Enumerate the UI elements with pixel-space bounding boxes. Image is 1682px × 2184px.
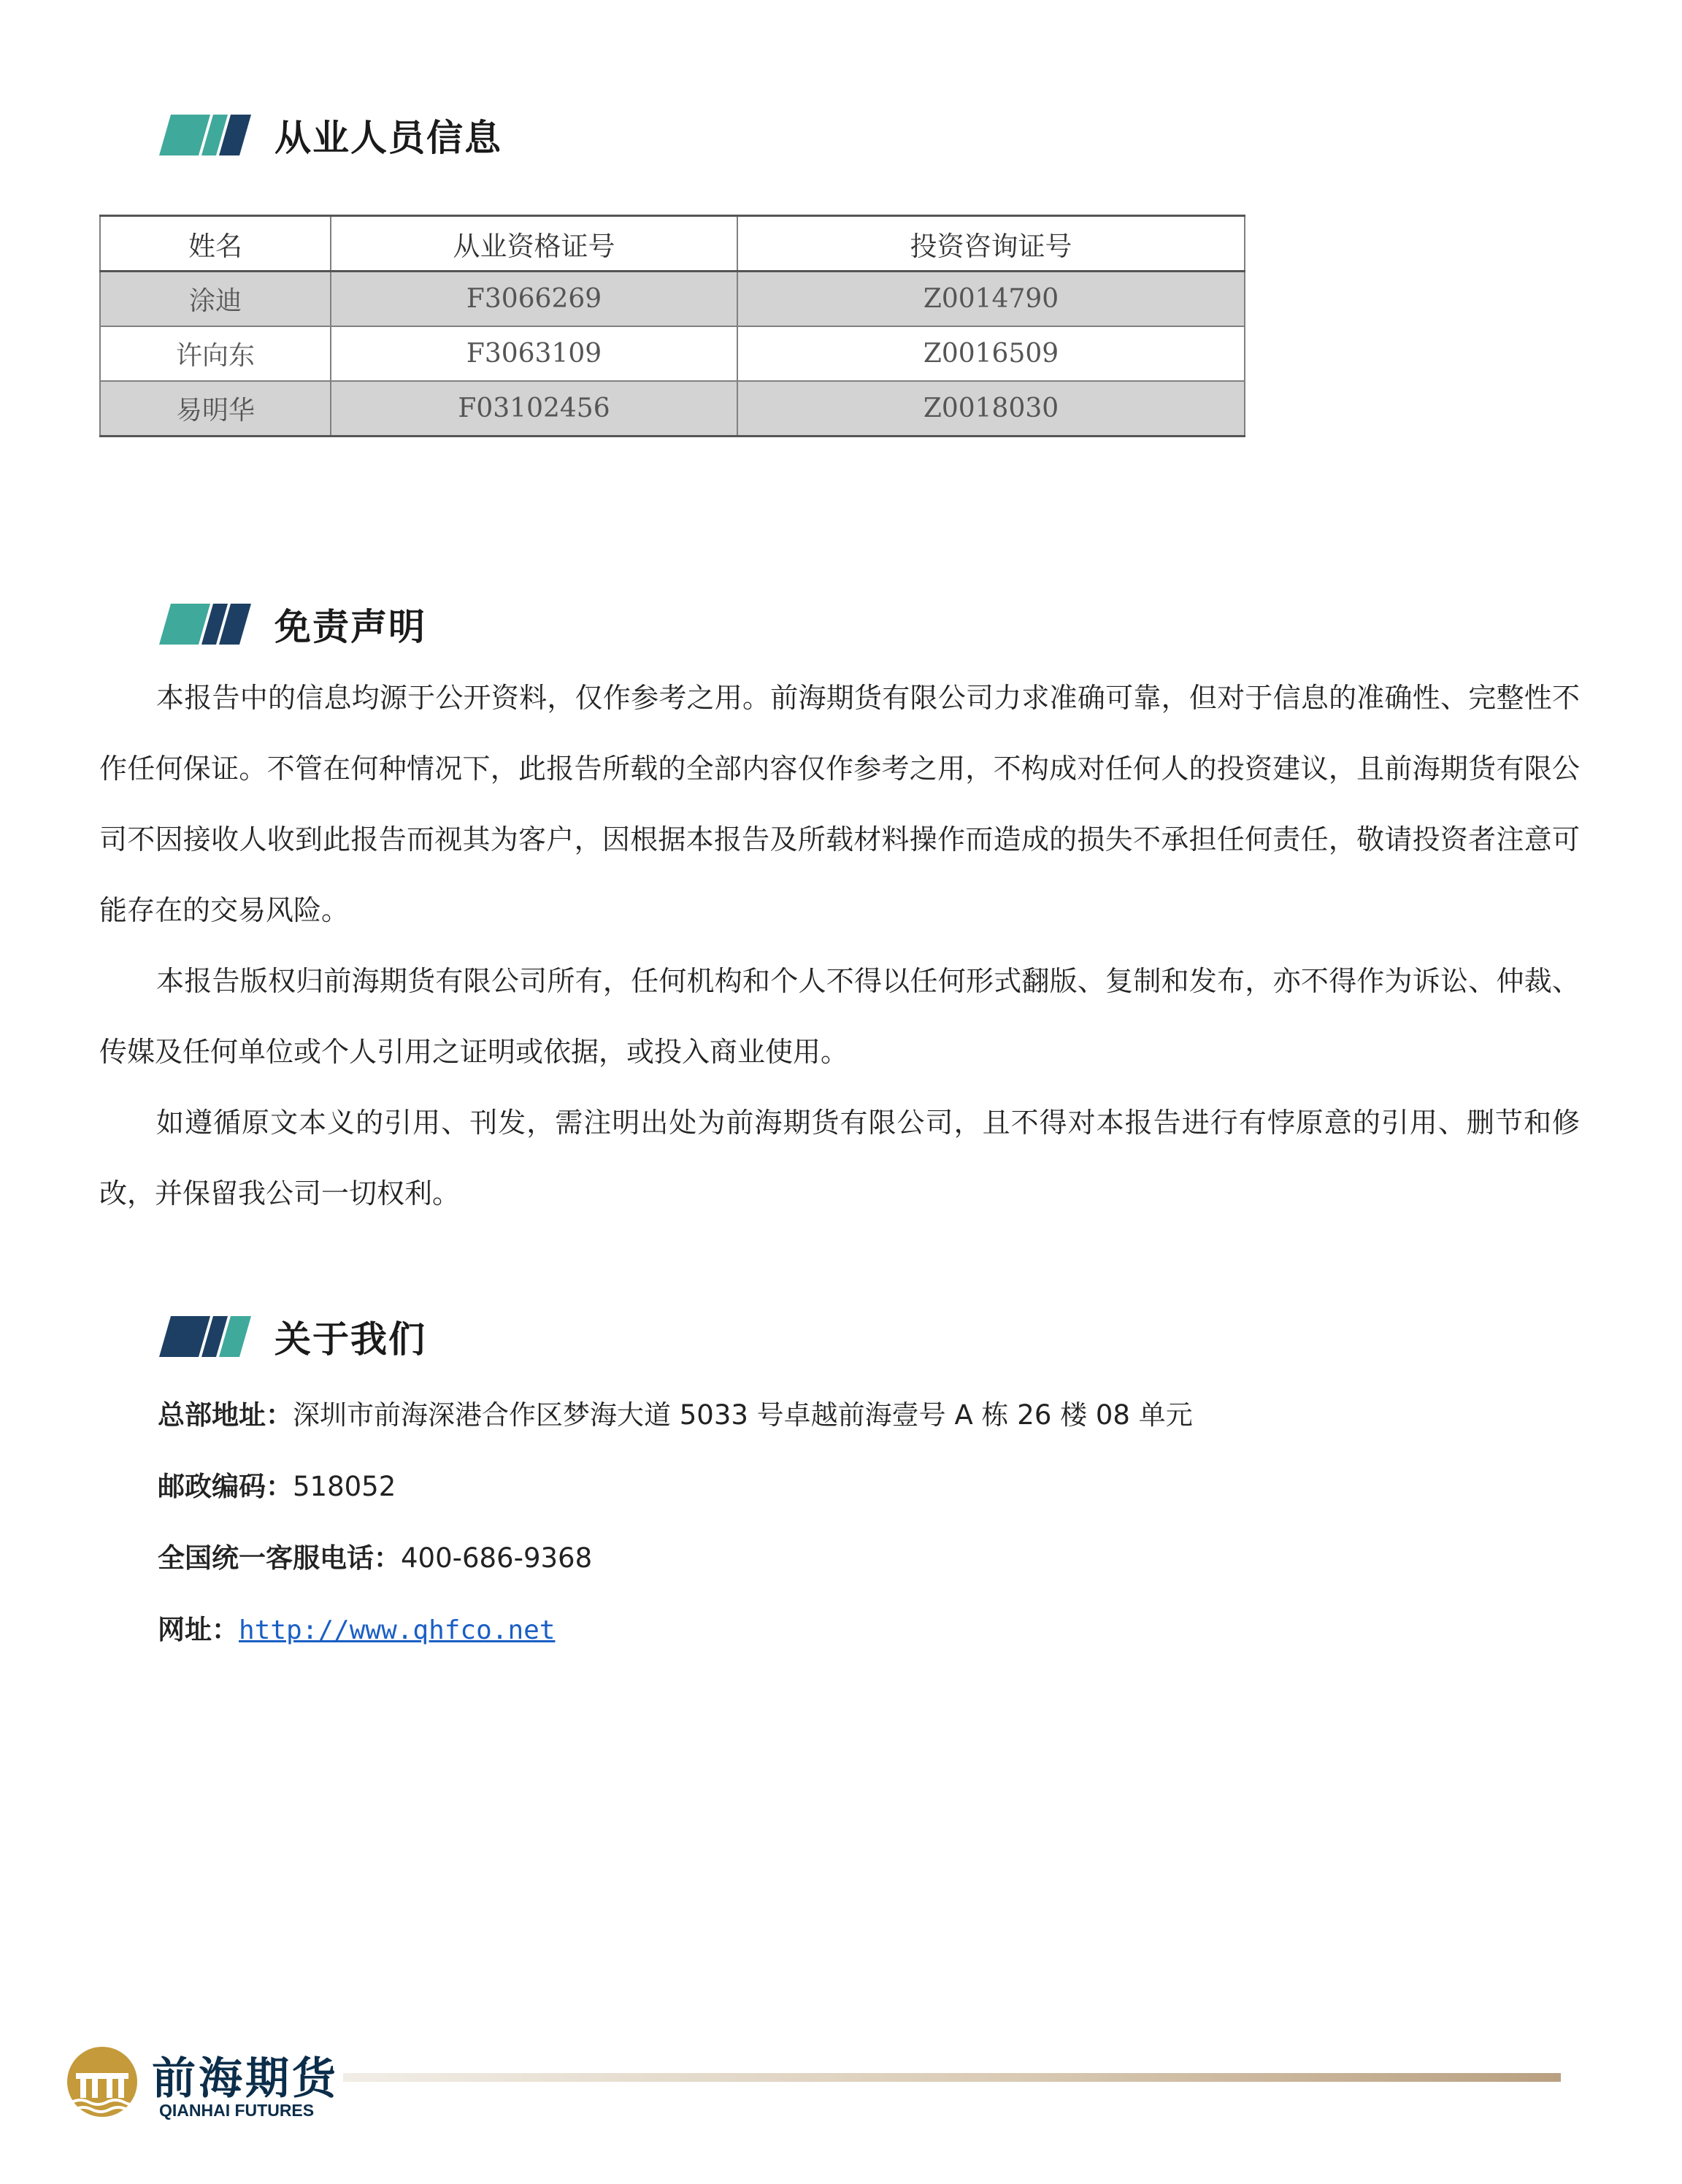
address-value: 深圳市前海深港合作区梦海大道 5033 号卓越前海壹号 A 栋 26 楼 08 单元 [293,1399,1193,1431]
postcode-line [158,1464,396,1504]
disclaimer-paragraph: 本报告中的信息均源于公开资料，仅作参考之用。前海期货有限公司力求准确可靠，但对于信息的准确性、完整性不作任何保证。不管在何种情况下，此报告所载的全部内容仅作参考之用，不构成对任何人的投资建议，且前海期货有限公司不因接收人收到此报告而视其为客户，因根据本报告及所载材料操作而造成的损失不承担任何责任，敬请投资者注意可能存在的交易风险。 [99,682,1580,926]
staff-name: 易明华 [100,381,331,437]
brand-name-en: QIANHAI FUTURES [159,2101,315,2120]
section-header-staff [159,109,502,161]
hotline-label: 全国统一客服电话： [158,1542,401,1574]
postcode-value: 518052 [293,1471,396,1502]
postcode-label: 邮政编码： [158,1471,293,1502]
table-row [100,272,1245,327]
brand-name-cn: 前海期货 [152,2053,339,2104]
website-label: 网址： [158,1614,239,1645]
staff-name: 许向东 [100,326,331,381]
qianhai-emblem-icon [66,2045,139,2118]
table-row [100,326,1245,381]
column-header-qualification-no: 从业资格证号 [331,216,737,272]
address-label: 总部地址： [158,1399,293,1431]
consulting-no: Z0014790 [737,272,1245,327]
website-link[interactable]: http://www.qhfco.net [239,1615,556,1645]
section-title: 免责声明 [274,606,426,648]
staff-table [99,215,1245,437]
section-title: 关于我们 [274,1318,426,1361]
qualification-no: F3066269 [331,272,737,327]
section-header-about [159,1311,426,1362]
table-row [100,381,1245,437]
hotline-value: 400-686-9368 [401,1542,593,1574]
consulting-no: Z0018030 [737,381,1245,437]
column-header-consulting-no: 投资咨询证号 [737,216,1245,272]
section-header-disclaimer [159,599,426,650]
website-line [158,1607,555,1647]
section-marker-icon [159,1316,251,1357]
disclaimer-paragraph: 如遵循原文本义的引用、刊发，需注明出处为前海期货有限公司，且不得对本报告进行有悖原意的引用、删节和修改，并保留我公司一切权利。 [99,1107,1580,1210]
consulting-no: Z0016509 [737,326,1245,381]
section-title: 从业人员信息 [274,117,502,159]
company-logo [66,2044,339,2124]
hotline-line [158,1536,592,1575]
disclaimer-paragraph: 本报告版权归前海期货有限公司所有，任何机构和个人不得以任何形式翻版、复制和发布，亦不得作为诉讼、仲裁、传媒及任何单位或个人引用之证明或依据，或投入商业使用。 [99,965,1580,1068]
qualification-no: F03102456 [331,381,737,437]
table-header-row [100,216,1245,272]
qualification-no: F3063109 [331,326,737,381]
column-header-name: 姓名 [100,216,331,272]
address-line [158,1393,1193,1432]
staff-name: 涂迪 [100,272,331,327]
footer-divider [343,2073,1561,2082]
section-marker-icon [159,115,251,155]
section-marker-icon [159,604,251,645]
